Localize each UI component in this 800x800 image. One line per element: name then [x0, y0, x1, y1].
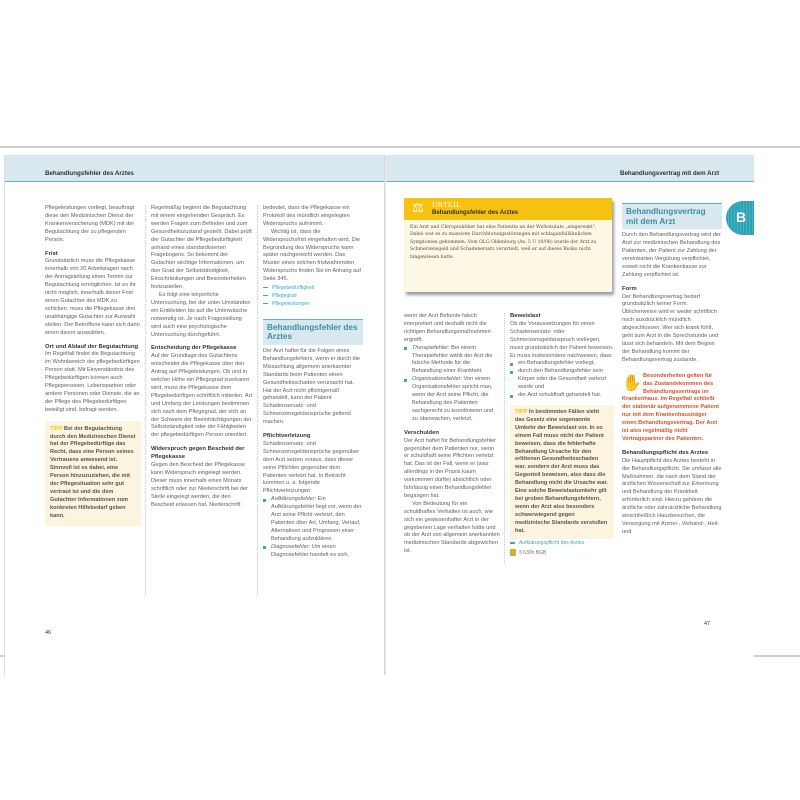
paragraph: bedeutet, dass die Pflegekasse ein Protokoll des mündlich eingelegten Widerspruchs aufnimmt.: [263, 205, 350, 227]
list-item: ein Behandlungsfehler vorliegt,: [510, 360, 614, 368]
heading-verschulden: Verschulden: [404, 429, 440, 436]
cross-reference-list: [263, 285, 363, 309]
law-reference-text: § 630h BGB: [519, 550, 547, 557]
paragraph: Gegen den Bescheid der Pflegekasse kann Widerspruch eingelegt werden. Dieser muss innerhalb eines Monats schriftlich oder zur Niederschrift bei der Stelle eingelegt werden, die den Bescheid erlassen hat. Niederschrift: [151, 462, 248, 508]
warning-box: [622, 373, 722, 444]
paragraph: Von Bedeutung für ein schuldhaftes Verhalten ist auch, wie sich ein gewissenhafter Arzt in der gegebenen Lage verhalten hätte und ob der Arzt von allgemein anerkannten medizinischen Standards abgewichen ist.: [404, 500, 500, 555]
paragraph: Durch den Behandlungsvertrag wird der Arzt zur medizinischen Behandlung des Patienten, der Patient zur Zahlung der vereinbarten Vergütung verpflichtet, soweit nicht die Krankenkasse zur Zahlung verpflichtet ist.: [622, 232, 721, 278]
heading-pflichtverletzung: Pflichtverletzung: [263, 433, 311, 440]
paragraph: Der Arzt haftet für Behandlungsfehler gegenüber dem Patienten nur, wenn er schuldhaft seine Pflichten verletzt hat. Das ist der Fall, wenn er (was allerdings in der Praxis kaum vorkommen dürfte) absichtlich oder fahrlässig einen Behandlungsfehler begangen hat.: [404, 437, 497, 499]
heading-frist: Frist: [45, 250, 58, 257]
bullet-term: Aufklärungsfehler: [271, 496, 315, 503]
paragraph: Die Hauptpflicht des Arztes besteht in der Behandlungspflicht. Sie umfasst alle Maßnahmen, die nach dem Stand der ärztlichen Wissenschaft zur Erkennung und Behandlung der Krankheit erforderlich sind. Hierzu gehören die ärztliche oder zahnärztliche Behandlung einschließlich Hausbesuchen, die Versorgung mit Arznei-, Verband-, Heil- und: [622, 457, 722, 535]
cross-reference-link[interactable]: Pflegegrad: [263, 293, 363, 301]
bullet-list: [263, 496, 363, 559]
bullet-term: Therapiefehler: [412, 344, 449, 351]
right-column-2: [510, 313, 614, 558]
heading-ort-ablauf: Ort und Ablauf der Begutachtung: [45, 343, 139, 350]
law-book-icon: [510, 549, 516, 556]
right-column-1: [404, 313, 500, 556]
tipp-label: TIPP: [50, 425, 63, 432]
heading-widerspruch: Widerspruch gegen Bescheid der Pflegekasse: [151, 446, 245, 461]
section-title: Behandlungsvertrag mit dem Arzt: [626, 207, 706, 226]
running-head-left: [5, 155, 385, 182]
column-divider: [145, 205, 146, 595]
section-heading-box: [263, 319, 363, 345]
list-item: der Arzt schuldhaft gehandelt hat.: [510, 392, 614, 400]
cross-reference-link[interactable]: Pflegeleistungen: [263, 301, 363, 309]
top-rule: [0, 146, 800, 148]
paragraph: wenn der Arzt Befunde falsch interpretiert und deshalb nicht die richtigen Behandlungsmaßnahmen ergreift.: [404, 313, 491, 343]
column-divider: [504, 313, 505, 563]
bullet-list: [510, 360, 614, 400]
tipp-text: In bestimmten Fällen sieht das Gesetz eine sogenannte Umkehr der Beweislast vor. In so einem Fall muss nicht der Patient beweisen, dass die fehlerhafte Behandlung Ursache für den erlittenen Gesundheitsschaden war, sondern der Arzt muss das Gegenteil beweisen, also dass die Behandlung nicht die Ursache war. Eine solche Beweislastumkehr gilt bei groben Behandlungsfehlern, wenn der Arzt also besonders schwerwiegend gegen medizinische Standards verstoßen hat.: [515, 408, 608, 534]
list-item: [404, 376, 500, 423]
list-item: [263, 496, 363, 543]
heading-entscheidung: Entscheidung der Pflegekasse: [151, 345, 237, 352]
paragraph: Schadensersatz- und Schmerzensgeldansprüche gegenüber dem Arzt setzen voraus, dass dieser seine Pflichten gegenüber dem Patienten verletzt hat. In Betracht kommen u. a. folgende Pflichtverletzungen:: [263, 440, 360, 495]
column-divider: [257, 205, 258, 595]
paragraph: Im Regelfall findet die Begutachtung im Wohnbereich der pflegebedürftigen Person statt. Mit Einverständnis des Pflegebedürftigen können auch Pflegepersonen, Lebenspartner oder andere Personen oder Dienste, die an der Pflege des Pflegebedürftigen beteiligt sind, befragt werden.: [45, 351, 140, 413]
left-column-3: [263, 205, 363, 560]
list-item: [263, 544, 363, 560]
urteil-title: Behandlungsfehler des Arztes: [432, 210, 519, 216]
list-item: [404, 345, 500, 377]
urteil-box: [404, 198, 612, 292]
hand-stop-icon: ✋: [622, 374, 642, 392]
paragraph: Regelmäßig beginnt die Begutachtung mit einem eingehenden Gespräch. Es werden Fragen zum Befinden und zum Gesundheitszustand gestellt. Dabei prüft der Gutachter die Pflegebedürftigkeit anhand eines standardisierten Fragebogens. So bekommt der Gutachter wichtige Informationen, um den Grad der Selbstständigkeit, Einschränkungen und Besonderheiten festzustellen.: [151, 205, 252, 291]
left-column-1: [45, 205, 141, 526]
paragraph: Es folgt eine körperliche Untersuchung, bei der unter Umständen ein Entkleiden bis auf die Unterwäsche notwendig ist. Je nach Fragestellung wird auch eine psychologische Untersuchung durchgeführt.: [151, 291, 251, 338]
page-number-left: 46: [45, 630, 52, 636]
paragraph: Pflegeleistungen vorliegt, beauftragt diese den Medizinischen Dienst der Krankenversicherung (MDK) mit der Begutachtung der zu pflegenden Person.: [45, 205, 135, 243]
left-page: [4, 155, 385, 675]
right-page: [386, 155, 754, 675]
bullet-list: [404, 345, 500, 424]
urteil-text: Ein Arzt und Chiropraktiker hat eine Patientin an der Wirbelsäule „eingerenkt". Dabei war es zu massiven Durchblutungsstörungen mit schlaganfallähnlichen Symptomen gekommen. Vom OLG Oldenburg (Az. 5 U 10/08) wurde der Arzt zu Schmerzensgeld und Schadenersatz verurteilt, weil er auf dieses Risiko nicht hingewiesen hatte.: [410, 225, 597, 260]
urteil-label: URTEIL: [432, 200, 462, 209]
cross-reference-link[interactable]: Pflegebedürftigkeit: [263, 285, 363, 293]
warning-text: Besonderheiten gelten für das Zustandekommen des Behandlungsvertrags im Krankenhaus. Im Regelfall schließt der stationär aufgenommene Patient nur mit dem Krankenhausträger einen Behandlungsvertrag. Der Arzt ist also regelmäßig nicht Vertragspartner des Patienten.: [622, 372, 719, 442]
paragraph: Grundsätzlich muss die Pflegekasse innerhalb von 20 Arbeitstagen nach der Antragstellung einen Termin zur Begutachtung ermöglichen. Ist es ihr nicht möglich, innerhalb dieser Frist einen Gutachter des MDK zu schicken, muss die Pflegekasse drei unabhängige Gutachter zur Auswahl stellen. Der Betroffene kann sich dann einen davon auswählen.: [45, 258, 140, 336]
list-item: durch den Behandlungsfehler sein Körper oder die Gesundheit verletzt wurde und: [510, 368, 614, 392]
section-title: Behandlungsfehler des Arztes: [267, 322, 358, 342]
law-reference: [510, 549, 614, 558]
left-column-2: [151, 205, 253, 510]
paragraph: Ob die Voraussetzungen für einen Schadensersatz- oder Schmerzensgeldanspruch vorliegen, muss grundsätzlich der Patient beweisen. Er muss insbesondere nachweisen, dass: [510, 320, 614, 359]
running-head-right: [386, 155, 754, 182]
bullet-text: : Von einem Organisationsfehler spricht man, wenn der Arzt seine Pflicht, die Behandlung des Patienten sachgerecht zu koordinieren und zu überwachen, verletzt.: [412, 376, 494, 422]
paragraph: Wichtig ist, dass die Widerspruchsfrist eingehalten wird. Die Begründung des Widerspruchs kann später nachgereicht werden. Das Muster eines solchen fristwahrenden Widerspruchs finden Sie im Anhang auf Seite 345.: [263, 228, 361, 283]
tipp-label: TIPP: [515, 408, 528, 415]
section-heading-box: [622, 203, 722, 229]
tipp-box: [45, 421, 141, 526]
urteil-header: [404, 198, 612, 220]
paragraph: Der Arzt haftet für die Folgen eines Behandlungsfehlers, wenn er durch die Missachtung allgemein anerkannter Standards beim Patienten einen Gesundheitsschaden verursacht hat. Hat der Arzt nicht pflichtgemäß gehandelt, kann der Patient Schadensersatz- und Schmerzensgeldansprüche geltend machen.: [263, 347, 361, 426]
bullet-text: : Bei einem Therapiefehler wählt der Arzt die falsche Methode für die Behandlung einer Krankheit.: [412, 344, 493, 375]
bullet-term: Organisationsfehler: [412, 376, 461, 383]
heading-beweislast: Beweislast: [510, 313, 541, 319]
running-head-title: Behandlungsfehler des Arztes: [45, 170, 134, 177]
page-number-right: 47: [704, 621, 711, 627]
paragraph: Auf der Grundlage des Gutachtens entscheidet die Pflegekasse über den Antrag auf Pflegeleistungen. Ob und in welcher Höhe ein Pflegegrad zuerkannt wird, muss die Pflegekasse dem Pflegebedürftigen schriftlich mitteilen. Art und Umfang der Leistungen bestimmen sich nach dem Pflegegrad, der sich an der Schwere der Beeinträchtigungen der Selbstständigkeit oder der Fähigkeiten der pflegebedürftigen Person orientiert.: [151, 353, 253, 439]
chapter-tab[interactable]: [726, 201, 754, 235]
cross-reference-list: [510, 540, 614, 548]
tipp-box: [510, 405, 614, 540]
running-head-title: Behandlungsvertrag mit dem Arzt: [620, 170, 720, 177]
chapter-tab-letter: B: [736, 209, 747, 225]
right-column-3: [622, 203, 722, 537]
heading-form: Form: [622, 285, 637, 292]
bullet-term: Diagnosefehler: [271, 543, 309, 550]
tipp-text: Bei der Begutachtung durch den Medizinischen Dienst hat der Pflegebedürftige das Recht, dass eine Person seines Vertrauens anwesend ist. Sinnvoll ist es dabei, eine Person hinzuzuziehen, die mit der Pflegesituation sehr gut vertraut ist und die dem Gutachter Informationen zum konkreten Hilfebedarf geben kann.: [50, 425, 136, 519]
bullet-text: : Ein Aufklärungsfehler liegt vor, wenn der Arzt seine Pflicht verletzt, den Patienten über Art, Umfang, Verlauf, Alternativen und Prognosen einer Behandlung aufzuklären.: [271, 496, 362, 542]
scales-of-justice-icon: ⚖: [412, 200, 424, 215]
paragraph: Der Behandlungsvertrag bedarf grundsätzlich keiner Form. Üblicherweise wird er weder schriftlich noch ausdrücklich mündlich abgeschlossen. Wer sich krank fühlt, geht zum Arzt in die Sprechstunde und lässt sich behandeln. Mit dem Beginn der Behandlung kommt der Behandlungsvertrag zustande.: [622, 293, 719, 363]
cross-reference-link[interactable]: Aufklärungspflicht des Arztes: [510, 540, 614, 548]
bullet-text: : Um einen Diagnosefehler handelt es sich,: [271, 543, 350, 558]
heading-behandlungspflicht: Behandlungspflicht des Arztes: [622, 449, 709, 456]
